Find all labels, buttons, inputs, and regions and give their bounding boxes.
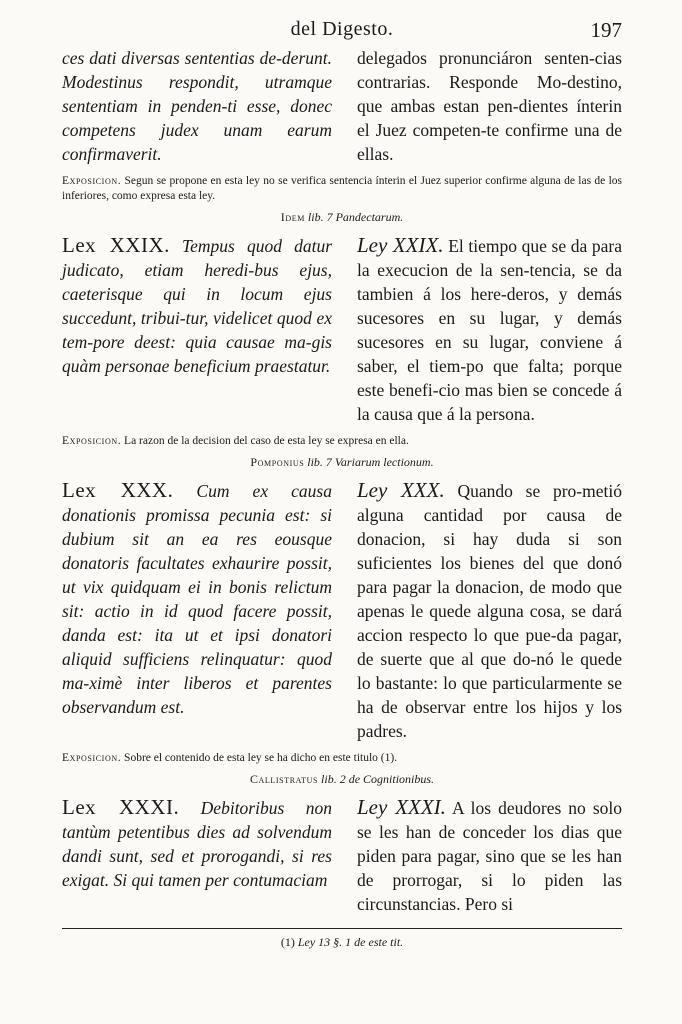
footnote (62, 935, 622, 950)
exposition-label: Exposicion. (62, 435, 122, 447)
exposition-label: Exposicion. (62, 175, 122, 187)
footnote-mark: (1) (280, 935, 295, 949)
source-work: lib. 7 Variarum lectionum. (307, 455, 434, 469)
spanish-body: A los deudores no solo se les han de conceder los dias que piden para pagar, sino que se les han de prorrogar, si lo piden las circunstancias. Pero si (357, 798, 622, 914)
latin-body: Debitoribus non tantùm petentibus dies ad solvendum dandi sunt, sed et prorogandi, si res exigat. Si qui tamen per contumaciam (62, 798, 332, 890)
latin-body: Cum ex causa donationis promissa pecunia est: si dubium sit an ea res eousque donatoris facultates exhaurire possit, ut vix quidquam ei in bonis relictum sit: actio in id quod facere possit, danda est: ita ut et ipsi donatori aliquid sufficiens relinquatur: quod ma-ximè inter liberos et parentes observandum est. (62, 481, 332, 717)
source-attribution (62, 772, 622, 787)
source-author: Pomponius (250, 455, 305, 469)
parallel-block-continuation (62, 46, 622, 166)
source-attribution (62, 210, 622, 225)
source-attribution (62, 455, 622, 470)
law-31 (62, 795, 622, 916)
law-30 (62, 478, 622, 743)
source-author: Idem (280, 210, 305, 224)
spanish-text (357, 233, 622, 426)
running-head (62, 12, 622, 46)
page-number: 197 (590, 18, 622, 42)
spanish-body: Quando se pro-metió alguna cantidad por causa de donacion, si hay duda si son suficientes los bienes del que donó para pagar la donacion, de modo que apenas le quede alguna cosa, se dará accion respecto lo que pue-da pagar, de suerte que al que do-nó le quede lo bastante: lo que particularmente se ha de observar entre los hijos y los padres. (357, 481, 622, 741)
exposition-label: Exposicion. (62, 752, 122, 764)
latin-text (62, 795, 332, 916)
spanish-body: El tiempo que se da para la execucion de la sen-tencia, se da tambien á los here-deros, y demás sucesores en su lugar, y demás sucesores en su lugar, conviene á saber, el tiem-po que falta; porque este benefi-cio mas bien se concede á la causa que á la persona. (357, 236, 623, 424)
exposition-note (62, 751, 622, 766)
source-work: lib. 7 Pandectarum. (307, 210, 404, 224)
law-number-latin: Lex XXX. (62, 478, 174, 502)
spanish-text (357, 795, 622, 916)
law-29 (62, 233, 622, 426)
exposition-note (62, 434, 622, 449)
running-title: del Digesto. (290, 18, 394, 40)
footnote-text: Ley 13 §. 1 de este tit. (297, 935, 404, 949)
latin-text: ces dati diversas sententias de-derunt. Modestinus respondit, utramque sententiam in penden-ti esse, donec competens judex unam earum confirmaverit. (62, 48, 332, 164)
law-number-spanish: Ley XXXI. (357, 795, 446, 819)
source-work: lib. 2 de Cognitionibus. (321, 772, 435, 786)
spanish-text: delegados pronunciáron senten-cias contrarias. Responde Mo-destino, que ambas estan pen-dientes ínterin el Juez competen-te confirme una de ellas. (357, 48, 622, 164)
law-number-latin: Lex XXIX. (62, 233, 170, 257)
source-author: Callistratus (249, 772, 319, 786)
exposition-text: La razon de la decision del caso de esta ley se expresa en ella. (124, 435, 409, 447)
law-number-latin: Lex XXXI. (62, 795, 180, 819)
exposition-text: Segun se propone en esta ley no se verifica sentencia ínterin el Juez superior confirme alguna de las de los inferiores, como expresa esta ley. (62, 175, 622, 202)
spanish-text (357, 478, 622, 743)
latin-text (62, 233, 332, 426)
exposition-text: Sobre el contenido de esta ley se ha dicho en este titulo (1). (124, 752, 398, 764)
latin-text (62, 478, 332, 743)
law-number-spanish: Ley XXIX. (357, 233, 444, 257)
book-page (62, 12, 622, 950)
footnote-rule (62, 928, 622, 929)
latin-body: Tempus quod datur judicato, etiam heredi-bus ejus, caeterisque qui in locum ejus succedunt, tribui-tur, videlicet quod ex tem-pore deest: quia causae ma-gis quàm personae beneficium praestatur. (62, 236, 333, 376)
exposition-note (62, 174, 622, 204)
law-number-spanish: Ley XXX. (357, 478, 445, 502)
